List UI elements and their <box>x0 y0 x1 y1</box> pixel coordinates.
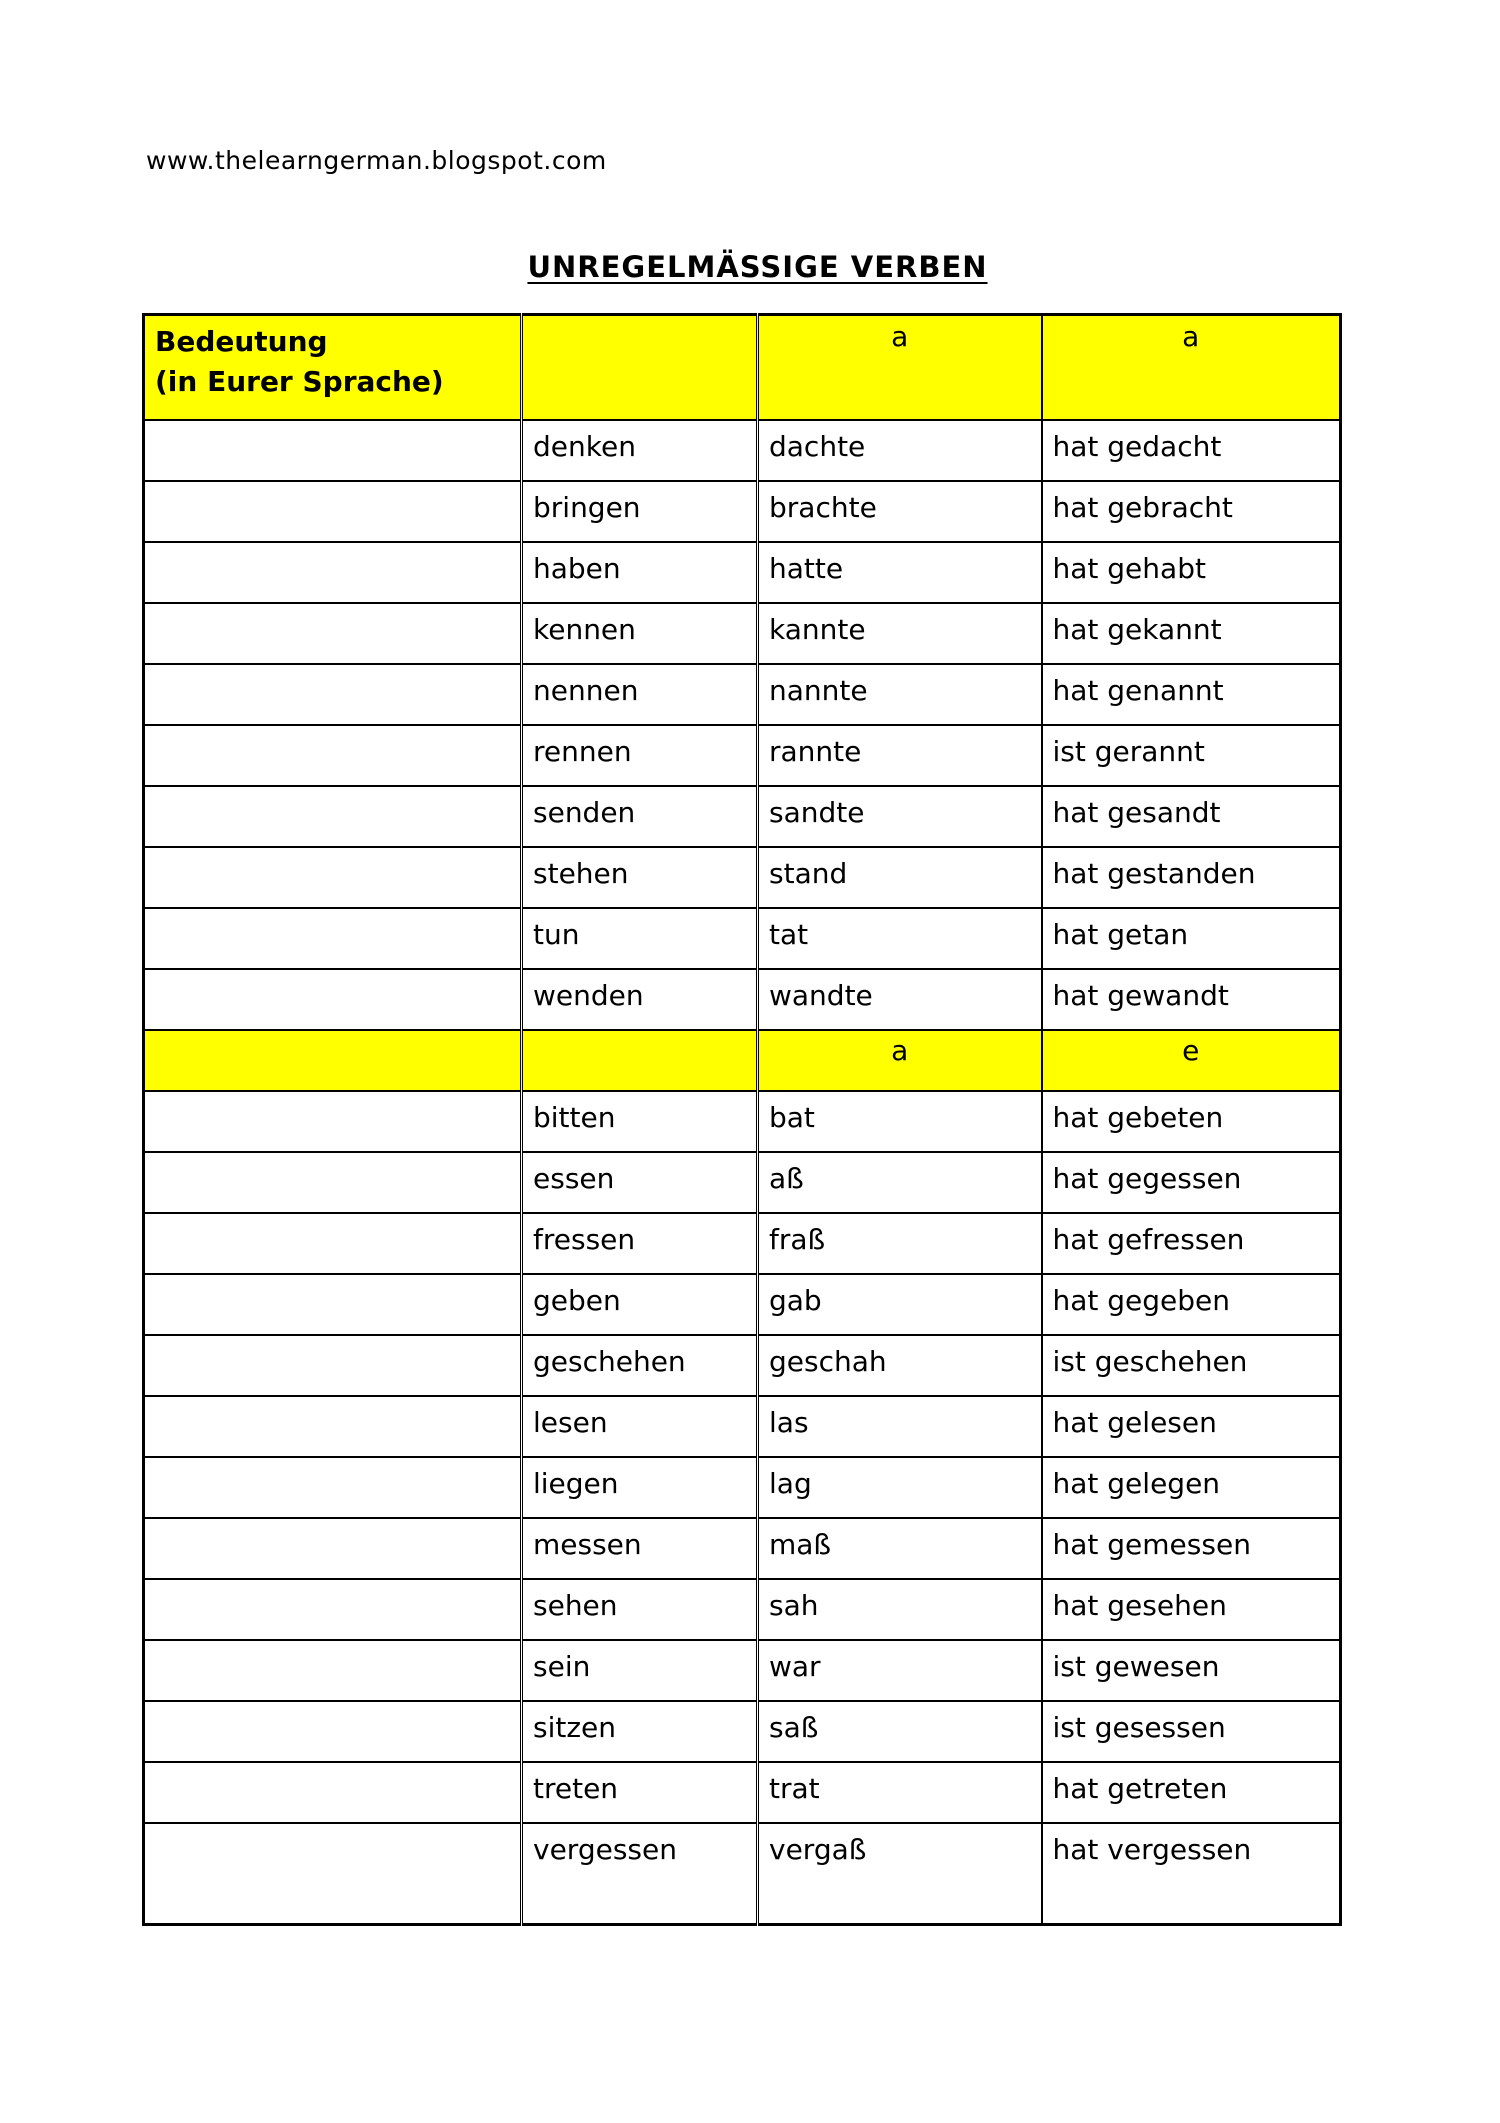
preterite-cell: wandte <box>758 969 1042 1030</box>
meaning-cell <box>144 1701 522 1762</box>
perfect-cell: hat genannt <box>1042 664 1341 725</box>
infinitive-subheader-cell <box>522 1030 758 1091</box>
infinitive-cell: fressen <box>522 1213 758 1274</box>
preterite-vowel-subheader: a <box>758 1030 1042 1091</box>
table-row <box>144 664 1341 725</box>
infinitive-cell: sehen <box>522 1579 758 1640</box>
table-subheader-row <box>144 1030 1341 1091</box>
table-row <box>144 1701 1341 1762</box>
table-row <box>144 1823 1341 1925</box>
perfect-cell: hat gedacht <box>1042 420 1341 481</box>
preterite-cell: trat <box>758 1762 1042 1823</box>
preterite-cell: sandte <box>758 786 1042 847</box>
preterite-cell: bat <box>758 1091 1042 1152</box>
table-row <box>144 908 1341 969</box>
perfect-vowel-header: a <box>1042 315 1341 420</box>
table-row <box>144 542 1341 603</box>
perfect-cell: hat gelesen <box>1042 1396 1341 1457</box>
source-url: www.thelearngerman.blogspot.com <box>146 146 607 175</box>
perfect-cell: hat gestanden <box>1042 847 1341 908</box>
table-row <box>144 1091 1341 1152</box>
infinitive-cell: senden <box>522 786 758 847</box>
verb-table <box>142 313 1342 1926</box>
meaning-cell <box>144 481 522 542</box>
table-row <box>144 1457 1341 1518</box>
infinitive-header-cell <box>522 315 758 420</box>
meaning-cell <box>144 1335 522 1396</box>
preterite-cell: nannte <box>758 664 1042 725</box>
perfect-cell: ist gesessen <box>1042 1701 1341 1762</box>
preterite-cell: lag <box>758 1457 1042 1518</box>
preterite-cell: tat <box>758 908 1042 969</box>
meaning-cell <box>144 1457 522 1518</box>
meaning-cell <box>144 1823 522 1925</box>
table-row <box>144 1762 1341 1823</box>
table-row <box>144 969 1341 1030</box>
meaning-cell <box>144 786 522 847</box>
table-row <box>144 847 1341 908</box>
preterite-cell: gab <box>758 1274 1042 1335</box>
preterite-cell: war <box>758 1640 1042 1701</box>
perfect-cell: hat gekannt <box>1042 603 1341 664</box>
meaning-cell <box>144 1579 522 1640</box>
infinitive-cell: wenden <box>522 969 758 1030</box>
perfect-cell: hat gewandt <box>1042 969 1341 1030</box>
infinitive-cell: essen <box>522 1152 758 1213</box>
table-header-row <box>144 315 1341 420</box>
meaning-cell <box>144 664 522 725</box>
infinitive-cell: kennen <box>522 603 758 664</box>
perfect-cell: hat getreten <box>1042 1762 1341 1823</box>
preterite-cell: dachte <box>758 420 1042 481</box>
meaning-cell <box>144 908 522 969</box>
preterite-cell: hatte <box>758 542 1042 603</box>
perfect-cell: hat gelegen <box>1042 1457 1341 1518</box>
table-row <box>144 1213 1341 1274</box>
preterite-vowel-header: a <box>758 315 1042 420</box>
perfect-cell: hat gemessen <box>1042 1518 1341 1579</box>
table-row <box>144 725 1341 786</box>
meaning-cell <box>144 1091 522 1152</box>
infinitive-cell: nennen <box>522 664 758 725</box>
preterite-cell: kannte <box>758 603 1042 664</box>
infinitive-cell: lesen <box>522 1396 758 1457</box>
preterite-cell: las <box>758 1396 1042 1457</box>
preterite-cell: aß <box>758 1152 1042 1213</box>
meaning-cell <box>144 420 522 481</box>
table-row <box>144 420 1341 481</box>
meaning-header-sublabel: (in Eurer Sprache) <box>155 365 444 398</box>
preterite-cell: maß <box>758 1518 1042 1579</box>
meaning-cell <box>144 1762 522 1823</box>
table-row <box>144 1396 1341 1457</box>
preterite-cell: saß <box>758 1701 1042 1762</box>
meaning-cell <box>144 1640 522 1701</box>
perfect-cell: ist geschehen <box>1042 1335 1341 1396</box>
table-row <box>144 1335 1341 1396</box>
meaning-cell <box>144 1396 522 1457</box>
infinitive-cell: geben <box>522 1274 758 1335</box>
perfect-vowel-subheader: e <box>1042 1030 1341 1091</box>
meaning-cell <box>144 603 522 664</box>
perfect-cell: hat gesandt <box>1042 786 1341 847</box>
infinitive-cell: messen <box>522 1518 758 1579</box>
infinitive-cell: bringen <box>522 481 758 542</box>
infinitive-cell: haben <box>522 542 758 603</box>
perfect-cell: hat getan <box>1042 908 1341 969</box>
infinitive-cell: sitzen <box>522 1701 758 1762</box>
infinitive-cell: tun <box>522 908 758 969</box>
table-row <box>144 1579 1341 1640</box>
perfect-cell: hat gefressen <box>1042 1213 1341 1274</box>
meaning-cell <box>144 725 522 786</box>
meaning-subheader-cell <box>144 1030 522 1091</box>
meaning-cell <box>144 1518 522 1579</box>
infinitive-cell: denken <box>522 420 758 481</box>
meaning-cell <box>144 1152 522 1213</box>
meaning-header-cell <box>144 315 522 420</box>
perfect-cell: ist gerannt <box>1042 725 1341 786</box>
infinitive-cell: sein <box>522 1640 758 1701</box>
meaning-cell <box>144 847 522 908</box>
infinitive-cell: geschehen <box>522 1335 758 1396</box>
infinitive-cell: treten <box>522 1762 758 1823</box>
preterite-cell: fraß <box>758 1213 1042 1274</box>
meaning-cell <box>144 1274 522 1335</box>
meaning-cell <box>144 542 522 603</box>
preterite-cell: vergaß <box>758 1823 1042 1925</box>
perfect-cell: hat gehabt <box>1042 542 1341 603</box>
preterite-cell: sah <box>758 1579 1042 1640</box>
infinitive-cell: liegen <box>522 1457 758 1518</box>
preterite-cell: stand <box>758 847 1042 908</box>
table-row <box>144 1518 1341 1579</box>
table-row <box>144 1274 1341 1335</box>
infinitive-cell: rennen <box>522 725 758 786</box>
perfect-cell: hat gegessen <box>1042 1152 1341 1213</box>
page-title: UNREGELMÄSSIGE VERBEN <box>527 250 988 284</box>
table-row <box>144 1152 1341 1213</box>
table-row <box>144 481 1341 542</box>
perfect-cell: hat gebeten <box>1042 1091 1341 1152</box>
table-row <box>144 786 1341 847</box>
perfect-cell: ist gewesen <box>1042 1640 1341 1701</box>
meaning-cell <box>144 969 522 1030</box>
meaning-cell <box>144 1213 522 1274</box>
infinitive-cell: stehen <box>522 847 758 908</box>
perfect-cell: hat vergessen <box>1042 1823 1341 1925</box>
perfect-cell: hat gegeben <box>1042 1274 1341 1335</box>
perfect-cell: hat gebracht <box>1042 481 1341 542</box>
infinitive-cell: bitten <box>522 1091 758 1152</box>
table-row <box>144 603 1341 664</box>
table-row <box>144 1640 1341 1701</box>
meaning-header-label: Bedeutung <box>155 325 328 358</box>
preterite-cell: brachte <box>758 481 1042 542</box>
perfect-cell: hat gesehen <box>1042 1579 1341 1640</box>
preterite-cell: geschah <box>758 1335 1042 1396</box>
infinitive-cell: vergessen <box>522 1823 758 1925</box>
preterite-cell: rannte <box>758 725 1042 786</box>
